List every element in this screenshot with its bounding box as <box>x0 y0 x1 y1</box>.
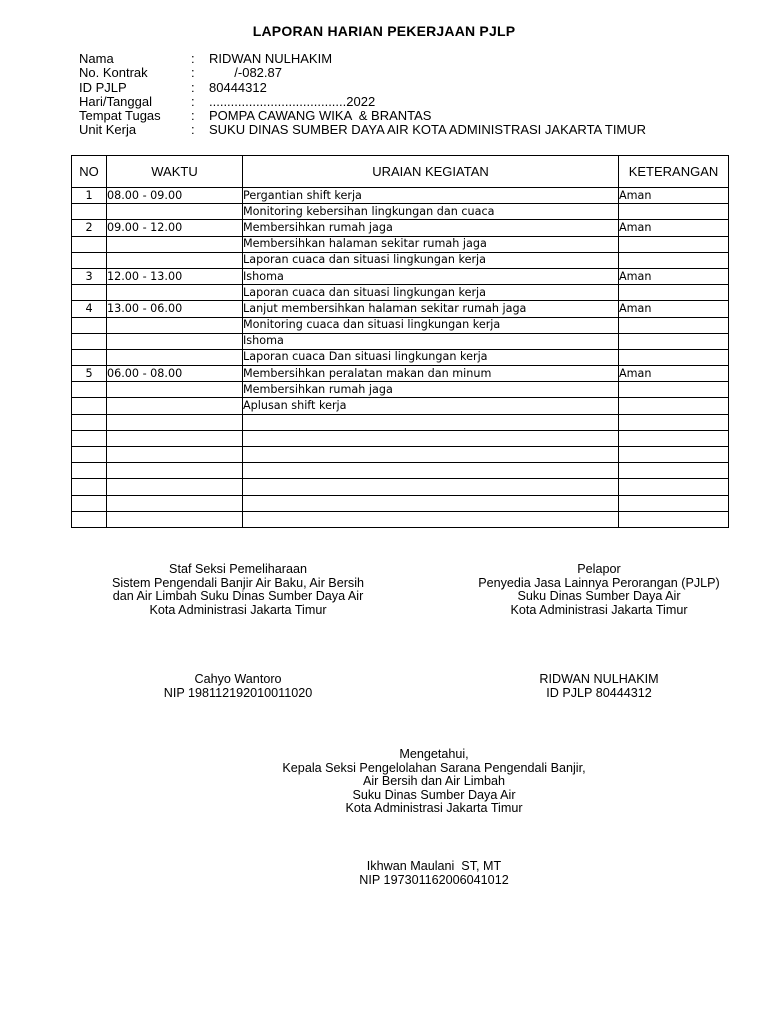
row-time <box>107 414 243 430</box>
row-note <box>619 285 729 301</box>
signature-line: Pelapor <box>577 562 621 576</box>
table-row <box>72 188 729 204</box>
table-header-row <box>72 156 729 188</box>
signatory-id: NIP 197301162006041012 <box>359 872 509 887</box>
table-row <box>72 285 729 301</box>
row-activity: Pergantian shift kerja <box>243 188 619 204</box>
signature-line: Kota Administrasi Jakarta Timur <box>510 602 688 617</box>
row-note: Aman <box>619 268 729 284</box>
info-value: SUKU DINAS SUMBER DAYA AIR KOTA ADMINISTRASI JAKARTA TIMUR <box>209 122 647 138</box>
row-note: Aman <box>619 366 729 382</box>
row-activity: Monitoring kebersihan lingkungan dan cuaca <box>243 204 619 220</box>
row-note <box>619 511 729 527</box>
row-activity: Monitoring cuaca dan situasi lingkungan kerja <box>243 317 619 333</box>
info-label: Tempat Tugas <box>79 108 161 124</box>
report-title: LAPORAN HARIAN PEKERJAAN PJLP <box>252 23 516 39</box>
row-note <box>619 317 729 333</box>
row-no <box>72 349 107 365</box>
row-time <box>107 349 243 365</box>
row-time <box>107 285 243 301</box>
table-row <box>72 430 729 446</box>
row-activity <box>243 430 619 446</box>
row-no <box>72 463 107 479</box>
row-no <box>72 333 107 349</box>
row-activity: Membersihkan peralatan makan dan minum <box>243 366 619 382</box>
row-time <box>107 398 243 414</box>
row-no <box>72 236 107 252</box>
table-row <box>72 268 729 284</box>
row-time <box>107 495 243 511</box>
header-no: NO <box>72 156 107 188</box>
info-row-date <box>79 95 646 109</box>
row-no <box>72 317 107 333</box>
row-no <box>72 511 107 527</box>
signature-center <box>234 748 634 887</box>
table-row <box>72 220 729 236</box>
signature-line: Sistem Pengendali Banjir Air Baku, Air Bersih <box>112 575 364 590</box>
signature-line: Mengetahui, <box>399 747 469 761</box>
row-note <box>619 236 729 252</box>
table-row <box>72 463 729 479</box>
row-activity <box>243 414 619 430</box>
row-time <box>107 382 243 398</box>
row-note <box>619 252 729 268</box>
row-activity <box>243 495 619 511</box>
info-value: RIDWAN NULHAKIM <box>209 51 333 66</box>
table-row <box>72 349 729 365</box>
row-no: 5 <box>72 366 107 382</box>
row-no <box>72 285 107 301</box>
row-activity <box>243 463 619 479</box>
row-time <box>107 204 243 220</box>
row-note <box>619 414 729 430</box>
row-note: Aman <box>619 220 729 236</box>
row-no: 1 <box>72 188 107 204</box>
row-time <box>107 236 243 252</box>
signature-line: Staf Seksi Pemeliharaan <box>169 562 307 576</box>
row-no <box>72 495 107 511</box>
row-activity: Membersihkan rumah jaga <box>243 220 619 236</box>
info-value: /-082.87 <box>209 65 282 81</box>
header-activity: URAIAN KEGIATAN <box>243 156 619 188</box>
row-time <box>107 333 243 349</box>
table-body <box>72 188 729 528</box>
table-row <box>72 236 729 252</box>
table-row <box>72 479 729 495</box>
row-time <box>107 430 243 446</box>
info-label: Nama <box>79 51 114 66</box>
row-no: 3 <box>72 268 107 284</box>
row-no <box>72 252 107 268</box>
row-time: 06.00 - 08.00 <box>107 366 243 382</box>
signature-line: Kota Administrasi Jakarta Timur <box>149 602 327 617</box>
signatory-id: NIP 198112192010011020 <box>163 685 313 700</box>
row-time <box>107 479 243 495</box>
row-note <box>619 398 729 414</box>
row-activity: Laporan cuaca dan situasi lingkungan kerja <box>243 252 619 268</box>
header-note: KETERANGAN <box>619 156 729 188</box>
signatory-id: ID PJLP 80444312 <box>546 685 652 700</box>
row-note <box>619 204 729 220</box>
row-no <box>72 430 107 446</box>
header-time: WAKTU <box>107 156 243 188</box>
table-row <box>72 317 729 333</box>
row-note: Aman <box>619 301 729 317</box>
table-row <box>72 382 729 398</box>
signature-right <box>448 563 750 701</box>
row-no <box>72 382 107 398</box>
row-no <box>72 398 107 414</box>
info-separator: : <box>191 93 195 109</box>
table-row <box>72 366 729 382</box>
signatory-name: RIDWAN NULHAKIM <box>539 672 659 687</box>
row-note: Aman <box>619 188 729 204</box>
row-time <box>107 463 243 479</box>
info-separator: : <box>191 122 195 138</box>
table-row <box>72 511 729 527</box>
row-no: 2 <box>72 220 107 236</box>
info-label: Hari/Tanggal <box>79 93 152 109</box>
row-note <box>619 479 729 495</box>
row-activity: Laporan cuaca Dan situasi lingkungan kerja <box>243 349 619 365</box>
table-row <box>72 333 729 349</box>
signatory-name: Ikhwan Maulani ST, MT <box>366 858 502 873</box>
info-row-name <box>79 52 646 66</box>
signature-line: Suku Dinas Sumber Daya Air <box>352 787 516 802</box>
row-no: 4 <box>72 301 107 317</box>
signature-line: dan Air Limbah Suku Dinas Sumber Daya Air <box>112 589 364 604</box>
row-no <box>72 414 107 430</box>
signature-left <box>88 563 388 701</box>
row-activity: Membersihkan halaman sekitar rumah jaga <box>243 236 619 252</box>
signature-line: Kota Administrasi Jakarta Timur <box>345 801 523 816</box>
info-label: No. Kontrak <box>79 65 148 81</box>
table-row <box>72 398 729 414</box>
signature-line: Air Bersih dan Air Limbah <box>362 774 506 789</box>
info-label: ID PJLP <box>79 79 127 95</box>
row-activity <box>243 479 619 495</box>
info-block <box>79 52 646 138</box>
signature-line: Kepala Seksi Pengelolahan Sarana Pengendali Banjir, <box>282 760 586 775</box>
row-note <box>619 382 729 398</box>
info-separator: : <box>191 51 195 66</box>
row-time <box>107 252 243 268</box>
table-row <box>72 204 729 220</box>
row-note <box>619 349 729 365</box>
row-activity <box>243 511 619 527</box>
info-separator: : <box>191 108 195 124</box>
row-note <box>619 333 729 349</box>
row-note <box>619 430 729 446</box>
row-activity: Lanjut membersihkan halaman sekitar rumah jaga <box>243 301 619 317</box>
row-activity: Membersihkan rumah jaga <box>243 382 619 398</box>
info-separator: : <box>191 65 195 81</box>
row-no <box>72 447 107 463</box>
info-separator: : <box>191 79 195 95</box>
row-activity: Laporan cuaca dan situasi lingkungan kerja <box>243 285 619 301</box>
signature-line: Suku Dinas Sumber Daya Air <box>517 589 681 604</box>
row-activity: Ishoma <box>243 333 619 349</box>
info-row-id <box>79 81 646 95</box>
row-activity: Ishoma <box>243 268 619 284</box>
row-note <box>619 447 729 463</box>
activity-table <box>71 155 729 528</box>
table-row <box>72 495 729 511</box>
signatory-name: Cahyo Wantoro <box>194 672 282 687</box>
row-activity <box>243 447 619 463</box>
row-time: 12.00 - 13.00 <box>107 268 243 284</box>
table-row <box>72 447 729 463</box>
signature-line: Penyedia Jasa Lainnya Perorangan (PJLP) <box>478 575 720 590</box>
table-row <box>72 414 729 430</box>
row-note <box>619 495 729 511</box>
info-value: POMPA CAWANG WIKA & BRANTAS <box>209 108 432 124</box>
row-time: 13.00 - 06.00 <box>107 301 243 317</box>
table-row <box>72 252 729 268</box>
row-time: 09.00 - 12.00 <box>107 220 243 236</box>
info-value: ......................................2022 <box>209 93 376 109</box>
table-row <box>72 301 729 317</box>
row-time <box>107 511 243 527</box>
row-time: 08.00 - 09.00 <box>107 188 243 204</box>
info-value: 80444312 <box>209 79 267 95</box>
row-no <box>72 204 107 220</box>
info-row-contract <box>79 66 646 80</box>
row-activity: Aplusan shift kerja <box>243 398 619 414</box>
row-note <box>619 463 729 479</box>
info-row-unit <box>79 123 646 137</box>
row-time <box>107 447 243 463</box>
row-no <box>72 479 107 495</box>
info-label: Unit Kerja <box>79 122 137 138</box>
info-row-location <box>79 109 646 123</box>
row-time <box>107 317 243 333</box>
